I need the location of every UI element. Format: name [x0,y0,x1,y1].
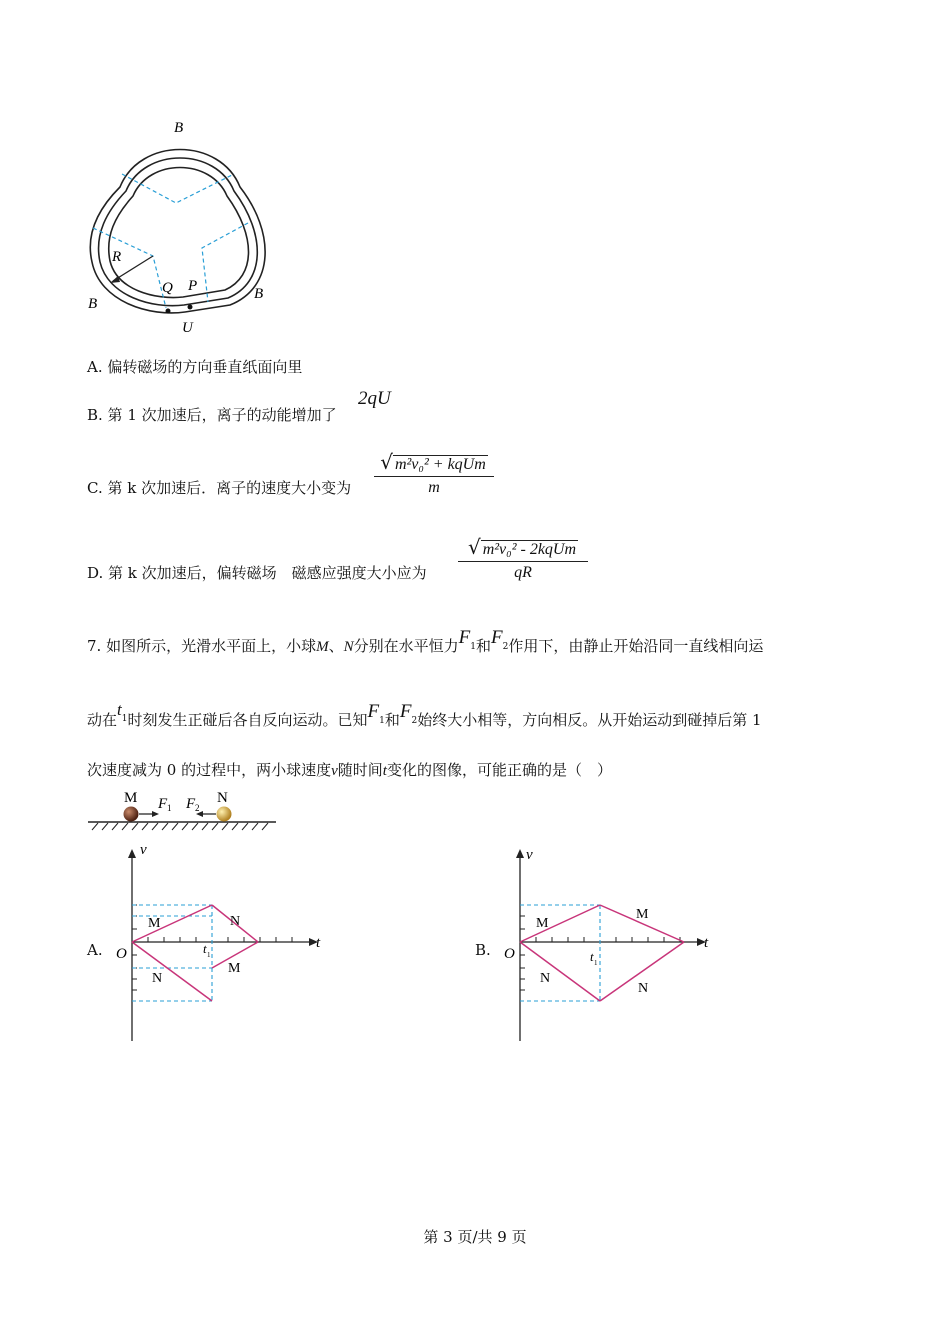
graph-b-option: B. [475,941,491,959]
graph-a-axis-t: t [316,935,321,951]
graph-b-axis-t: t [704,935,709,951]
graph-a-t1-sub: 1 [207,951,211,959]
balls-figure [86,786,281,831]
option-d-text: D. 第 k 次加速后，偏转磁场 磁感应强度大小应为 [87,564,427,582]
label-b-top: B [174,120,184,136]
graph-a-label-m-bottom: M [228,961,241,976]
graph-b-label-n-left: N [540,971,551,986]
option-a: A. 偏转磁场的方向垂直纸面向里 [87,358,303,376]
accelerator-ring-figure [80,112,280,342]
graph-b-label-n-right: N [638,981,649,996]
option-c-denominator: m [428,479,440,496]
option-c-text: C. 第 k 次加速后．离子的速度大小变为 [87,479,352,497]
option-c-numerator: m²v₀² + kqUm [394,456,486,473]
graph-a-origin: O [116,946,127,962]
label-b-left: B [88,296,98,312]
graph-a-label-n-bottom: N [152,971,163,986]
page-footer: 第 3 页/共 9 页 [423,1228,527,1246]
label-p: P [188,278,198,294]
f2-label: F [186,796,196,812]
graph-b-origin: O [504,946,515,962]
q7-line-3: 次速度减为 0 的过程中，两小球速度v随时间t变化的图像，可能正确的是（ ） [87,761,612,779]
graph-a-t1: t [203,941,207,956]
ball-n-label: N [217,790,228,806]
graph-a-label-m-top: M [148,916,161,931]
graph-b-label-m-left: M [536,916,549,931]
option-c-fraction: √ m²v₀² + kqUm m [374,450,494,497]
label-b-right: B [254,286,264,302]
graph-b-t1: t [590,949,594,964]
label-q: Q [162,280,173,296]
graph-a [108,845,330,1045]
option-b [87,404,337,425]
graph-a-axis-v: v [140,845,147,858]
f1-label: F [158,796,168,812]
graph-b [496,845,718,1045]
option-d-denominator: qR [514,564,532,581]
f1-sub: 1 [167,803,172,813]
f2-sub: 2 [195,803,200,813]
option-b-expr: 2qU [358,388,391,409]
graph-a-label-n-right: N [230,914,241,929]
graph-b-t1-sub: 1 [594,959,598,967]
label-r: R [112,249,122,265]
option-b-text: B. 第 1 次加速后，离子的动能增加了 [87,406,337,424]
q7-line-1: 7. 如图所示，光滑水平面上，小球M、N分别在水平恒力$F_1$和$F_2$作用下，由静止开始沿同一直线相向运 [87,627,764,655]
q7-line-2: 动在$t_1$时刻发生正碰后各自反向运动。已知$F_1$和$F_2$始终大小相等，方向相反。从开始运动到碰掉后第 1 [87,700,762,729]
graph-b-label-m-right: M [636,907,649,922]
graph-b-axis-v: v [526,847,533,863]
graph-a-option: A. [87,941,103,959]
option-d-numerator: m²v₀² - 2kqUm [482,541,577,558]
ball-m [124,807,139,822]
ball-m-label: M [124,790,138,806]
ball-n [217,807,232,822]
label-u: U [182,320,193,336]
option-d-fraction: √ m²v₀² - 2kqUm qR [458,535,588,582]
